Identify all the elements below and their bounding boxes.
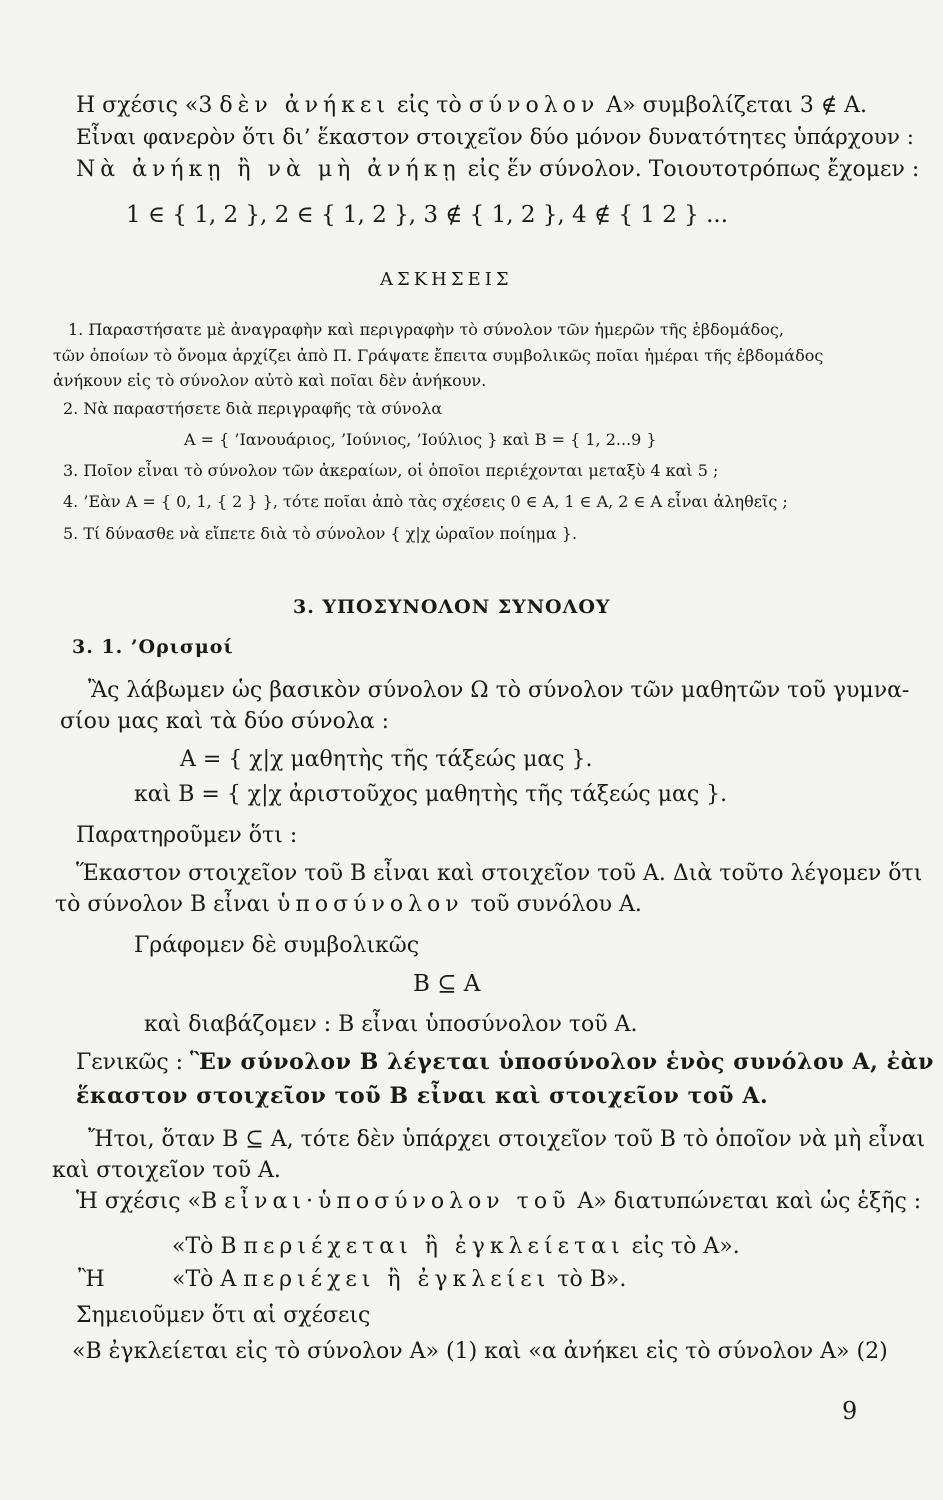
text-run: Η σχέσις «3 bbox=[76, 93, 213, 118]
membership-formula: 1 ∈ { 1, 2 }, 2 ∈ { 1, 2 }, 3 ∉ { 1, 2 }, 4 ∉ { 1 2 } ... bbox=[126, 202, 729, 228]
exercise-1-line-3: ἀνήκουν εἰς τὸ σύνολον αὐτὸ καὶ ποῖαι δὲν ἀνήκουν. bbox=[53, 371, 487, 390]
text-run: «Τὸ Β bbox=[172, 1234, 237, 1259]
definition-line-2: ἕκαστον στοιχεῖον τοῦ Β εἶναι καὶ στοιχεῖον τοῦ Α. bbox=[76, 1083, 769, 1109]
exercise-1-line-1: 1. Παραστήσατε μὲ ἀναγραφὴν καὶ περιγραφὴν τὸ σύνολον τῶν ἡμερῶν τῆς ἑβδομάδος, bbox=[68, 320, 784, 339]
definition-text: Ἓν σύνολον Β λέγεται ὑποσύνολον ἑνὸς συνόλου Α, ἐὰν bbox=[190, 1049, 935, 1075]
text-run: τοῦ συνόλου Α. bbox=[470, 892, 642, 917]
text-run: τὸ Β». bbox=[557, 1267, 627, 1292]
intro-line-3 bbox=[76, 155, 919, 185]
exercise-4: 4. ’Εὰν Α = { 0, 1, { 2 } }, τότε ποῖαι ἀπὸ τὰς σχέσεις 0 ∈ Α, 1 ∈ Α, 2 ∈ Α εἶναι ἀληθεῖς ; bbox=[63, 492, 788, 511]
exercise-2-sets: Α = { ’Ιανουάριος, ’Ιούνιος, ’Ιούλιος } καὶ Β = { 1, 2...9 } bbox=[184, 430, 657, 449]
paragraph-4 bbox=[76, 1187, 921, 1217]
text-run: Ἡ σχέσις «Β bbox=[76, 1189, 218, 1214]
subset-symbol: Β ⊆ Α bbox=[413, 971, 481, 997]
set-b-definition: καὶ Β = { χ|χ ἀριστοῦχος μαθητὴς τῆς τάξεώς μας }. bbox=[134, 782, 728, 807]
quote-contained bbox=[172, 1232, 740, 1262]
exercises-heading: ΑΣΚΗΣΕΙΣ bbox=[380, 269, 513, 290]
text-run: «Τὸ Α bbox=[172, 1267, 237, 1292]
exercise-2-line-1: 2. Νὰ παραστήσετε διὰ περιγραφῆς τὰ σύνολα bbox=[63, 399, 443, 418]
spaced-text: δὲν ἀνήκει bbox=[219, 93, 390, 118]
exercise-1-line-2: τῶν ὁποίων τὸ ὄνομα ἀρχίζει ἀπὸ Π. Γράψατε ἔπειτα συμβολικῶς ποῖαι ἡμέραι τῆς ἑβδομάδος bbox=[53, 346, 824, 365]
definition-label: Γενικῶς : bbox=[76, 1050, 184, 1075]
exercise-3: 3. Ποῖον εἶναι τὸ σύνολον τῶν ἀκεραίων, οἱ ὁποῖοι περιέχονται μεταξὺ 4 καὶ 5 ; bbox=[63, 461, 719, 480]
text-run: εἰς τὸ Α». bbox=[631, 1234, 740, 1259]
spaced-text: περιέχεται ἢ ἐγκλείεται bbox=[243, 1234, 625, 1259]
paragraph-1-line-1: Ἂς λάβωμεν ὡς βασικὸν σύνολον Ω τὸ σύνολον τῶν μαθητῶν τοῦ γυμνα- bbox=[88, 678, 910, 703]
text-run: Α» διατυπώνεται καὶ ὡς ἑξῆς : bbox=[577, 1189, 922, 1214]
exercise-5: 5. Τί δύνασθε νὰ εἴπετε διὰ τὸ σύνολον { χ|χ ὡραῖον ποίημα }. bbox=[63, 524, 578, 543]
paragraph-1-line-2: σίου μας καὶ τὰ δύο σύνολα : bbox=[60, 709, 390, 734]
definition-line-1 bbox=[76, 1047, 934, 1078]
spaced-text: σύνολον bbox=[468, 93, 600, 118]
text-run: εἰς τὸ bbox=[396, 93, 462, 118]
paragraph-3-line-2: καὶ στοιχεῖον τοῦ Α. bbox=[52, 1158, 281, 1183]
or-label: Ἢ bbox=[78, 1267, 105, 1292]
quote-contains bbox=[172, 1265, 626, 1295]
spaced-text: περιέχει ἢ ἐγκλείει bbox=[243, 1267, 551, 1292]
text-run: τὸ σύνολον Β εἶναι bbox=[55, 892, 271, 917]
page-number: 9 bbox=[842, 1397, 858, 1425]
paragraph-3-line-1: Ἤτοι, ὅταν Β ⊆ Α, τότε δὲν ὑπάρχει στοιχεῖον τοῦ Β τὸ ὁποῖον νὰ μὴ εἶναι bbox=[88, 1127, 926, 1152]
spaced-text: εἶναι·ὑποσύνολον τοῦ bbox=[224, 1189, 571, 1214]
paragraph-2-line-2 bbox=[55, 890, 642, 920]
note-line: Σημειοῦμεν ὅτι αἱ σχέσεις bbox=[76, 1303, 371, 1328]
intro-line-2: Εἶναι φανερὸν ὅτι δι’ ἕκαστον στοιχεῖον δύο μόνον δυνατότητες ὑπάρχουν : bbox=[76, 125, 914, 150]
text-run: Α» συμβολίζεται 3 ∉ Α. bbox=[606, 93, 867, 118]
write-symbolically: Γράφομεν δὲ συμβολικῶς bbox=[134, 933, 420, 958]
read-as: καὶ διαβάζομεν : Β εἶναι ὑποσύνολον τοῦ Α. bbox=[144, 1012, 638, 1037]
relations-line: «Β ἐγκλείεται εἰς τὸ σύνολον Α» (1) καὶ «α ἀνήκει εἰς τὸ σύνολον Α» (2) bbox=[72, 1339, 888, 1364]
subsection-title: 3. 1. ’Ορισμοί bbox=[72, 636, 234, 658]
text-run: εἰς ἕν σύνολον. Τοιουτοτρόπως ἔχομεν : bbox=[467, 157, 920, 182]
paragraph-2-line-1: Ἕκαστον στοιχεῖον τοῦ Β εἶναι καὶ στοιχεῖον τοῦ Α. Διὰ τοῦτο λέγομεν ὅτι bbox=[76, 861, 923, 886]
set-a-definition: Α = { χ|χ μαθητὴς τῆς τάξεώς μας }. bbox=[180, 747, 593, 772]
spaced-text: Νὰ ἀνήκῃ ἢ νὰ μὴ ἀνήκῃ bbox=[76, 157, 461, 182]
observation-label: Παρατηροῦμεν ὅτι : bbox=[76, 823, 298, 848]
section-title: 3. ΥΠΟΣΥΝΟΛΟΝ ΣΥΝΟΛΟΥ bbox=[293, 596, 611, 618]
intro-line-1 bbox=[76, 91, 866, 121]
spaced-text: ὑποσύνολον bbox=[277, 892, 464, 917]
